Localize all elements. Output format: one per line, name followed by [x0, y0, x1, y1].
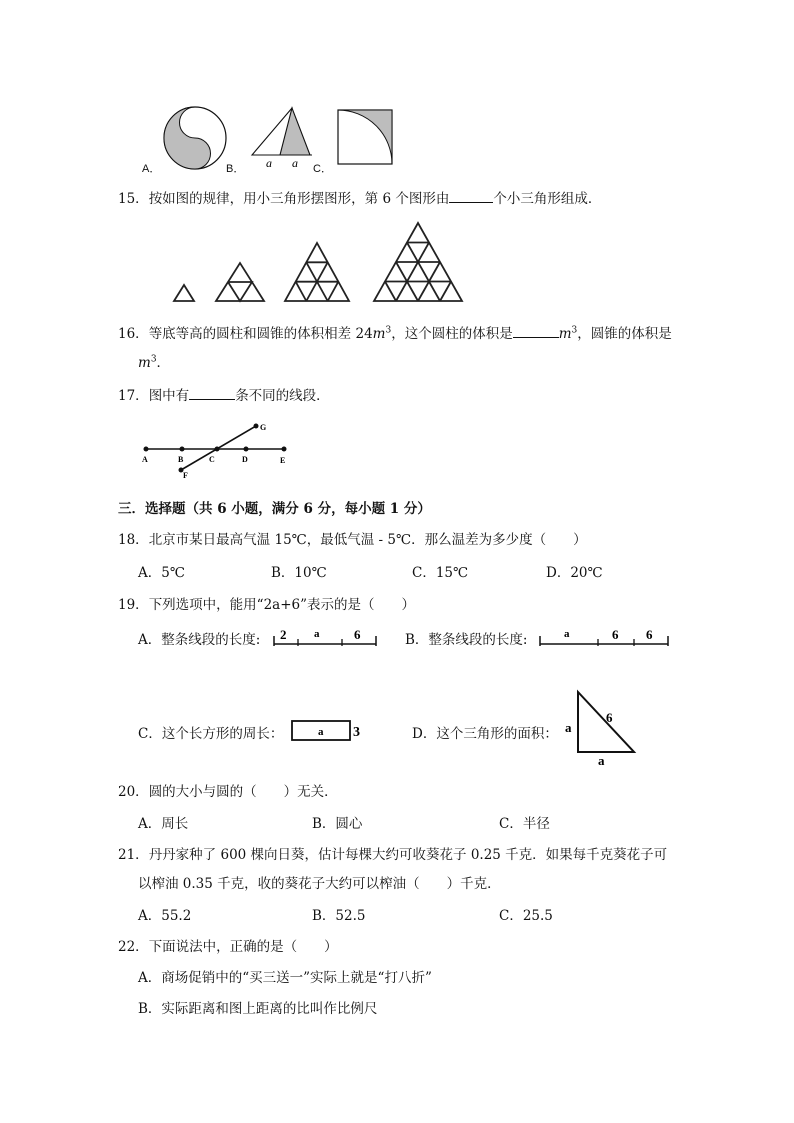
- q14-b-base-label-2: a: [292, 156, 298, 170]
- q18-option-b[interactable]: B．10℃: [271, 565, 327, 581]
- question-22: [118, 935, 338, 955]
- question-16-line2: [138, 351, 170, 371]
- q16-unit: m: [372, 326, 386, 342]
- q15-text-after: 个小三角形组成．: [493, 191, 602, 207]
- q19-a-label-2: 2: [280, 627, 287, 642]
- point-e-label: E: [280, 456, 286, 465]
- q18-option-c[interactable]: C．15℃: [412, 565, 469, 581]
- q20-option-b[interactable]: B．圆心: [312, 816, 363, 832]
- q16-unit-3: m: [138, 355, 151, 371]
- q19-option-d[interactable]: D．这个三角形的面积：: [412, 726, 558, 742]
- q19-d-triangle-figure: [562, 688, 642, 768]
- question-15: [118, 187, 601, 207]
- q16-exp: 3: [385, 325, 392, 336]
- yin-yang-figure: [162, 105, 228, 171]
- q14-option-b-label: B．: [226, 163, 245, 175]
- q20-text: 圆的大小与圆的（ ）无关．: [148, 784, 338, 800]
- q15-number: 15．: [118, 191, 149, 207]
- q19-number: 19．: [118, 597, 149, 613]
- q17-text-after: 条不同的线段．: [235, 388, 330, 404]
- q22-number: 22．: [118, 939, 149, 955]
- q19-b-label-6b: 6: [646, 627, 653, 642]
- quarter-circle-square-figure: [336, 108, 396, 168]
- q19-b-segment-figure: [538, 624, 674, 650]
- q16-text-2: ，这个圆柱的体积是: [391, 326, 513, 342]
- q22-text: 下面说法中，正确的是（ ）: [148, 939, 338, 955]
- q16-cylinder-blank[interactable]: [513, 337, 559, 338]
- q16-text-1: 等底等高的圆柱和圆锥的体积相差 24: [148, 326, 373, 342]
- q14-option-c-label: C．: [313, 163, 332, 175]
- point-b-label: B: [178, 455, 184, 464]
- q16-exp-3: 3: [150, 354, 157, 365]
- q20-number: 20．: [118, 784, 149, 800]
- question-20: [118, 780, 338, 800]
- q18-option-d[interactable]: D．20℃: [546, 565, 603, 581]
- q19-a-segment-figure: [272, 624, 380, 650]
- q21-number: 21．: [118, 847, 149, 863]
- q16-unit-2: m: [558, 326, 572, 342]
- point-f-label: F: [183, 471, 188, 480]
- q16-line2-end: ．: [156, 355, 171, 371]
- question-19: [118, 593, 415, 613]
- q19-b-label-6a: 6: [612, 627, 619, 642]
- q21-line1: 丹丹家种了 600 棵向日葵，估计每棵大约可收葵花子 0.25 千克．如果每千克葵花子可: [148, 847, 668, 863]
- q20-option-c[interactable]: C．半径: [499, 816, 550, 832]
- q15-answer-blank[interactable]: [449, 202, 493, 203]
- q16-text-3: ，圆锥的体积是: [577, 326, 672, 342]
- q21-option-c[interactable]: C．25.5: [499, 908, 553, 924]
- point-a-label: A: [142, 455, 148, 464]
- q19-c-rectangle-figure: [290, 718, 366, 744]
- q18-option-a[interactable]: A．5℃: [138, 565, 185, 581]
- q22-option-b[interactable]: B．实际距离和图上距离的比叫作比例尺: [138, 1001, 378, 1017]
- q15-text-before: 按如图的规律，用小三角形摆图形，第 6 个图形由: [148, 191, 450, 207]
- q19-option-b[interactable]: B．整条线段的长度:: [405, 632, 528, 648]
- q22-option-a[interactable]: A．商场促销中的“买三送一”实际上就是“打八折”: [138, 970, 432, 986]
- question-21: [118, 843, 667, 863]
- q19-a-label-6: 6: [354, 627, 361, 642]
- q21-line2: 以榨油 0.35 千克，收的葵花子大约可以榨油（ ）千克．: [138, 876, 501, 892]
- q14-b-base-label-1: a: [266, 156, 272, 170]
- line-segments-figure: [138, 418, 298, 482]
- q19-option-a[interactable]: A．整条线段的长度:: [138, 632, 261, 648]
- q19-option-c[interactable]: C．这个长方形的周长：: [138, 726, 284, 742]
- triangle-figure: [250, 105, 316, 171]
- q19-d-label-6: 6: [606, 710, 613, 725]
- section-3-heading: 三．选择题（共 6 小题，满分 6 分，每小题 1 分）: [118, 501, 431, 517]
- point-d-label: D: [242, 455, 248, 464]
- q21-option-a[interactable]: A．55.2: [138, 908, 192, 924]
- question-17: [118, 384, 330, 404]
- triangle-pattern-figure: [138, 215, 483, 310]
- q17-answer-blank[interactable]: [189, 399, 235, 400]
- question-16: [118, 322, 672, 342]
- q21-option-b[interactable]: B．52.5: [312, 908, 366, 924]
- q19-c-side-label: 3: [353, 725, 360, 740]
- q18-number: 18．: [118, 532, 149, 548]
- q19-d-label-a-left: a: [565, 720, 572, 735]
- q14-option-a-label: A．: [142, 163, 161, 175]
- q19-b-label-a: a: [564, 628, 570, 640]
- q19-d-label-a-bottom: a: [598, 753, 605, 768]
- q19-c-rect-label: a: [318, 726, 324, 738]
- q20-option-a[interactable]: A．周长: [138, 816, 189, 832]
- q16-exp-2: 3: [571, 325, 578, 336]
- q19-a-label-a: a: [314, 628, 320, 640]
- q17-text-before: 图中有: [148, 388, 190, 404]
- point-g-label: G: [260, 423, 267, 432]
- q18-text: 北京市某日最高气温 15℃，最低气温 - 5℃．那么温差为多少度（ ）: [148, 532, 587, 548]
- question-18: [118, 528, 587, 548]
- point-c-label: C: [209, 455, 215, 464]
- q16-number: 16．: [118, 326, 149, 342]
- q17-number: 17．: [118, 388, 149, 404]
- q19-text: 下列选项中，能用“2a+6”表示的是（ ）: [148, 597, 416, 613]
